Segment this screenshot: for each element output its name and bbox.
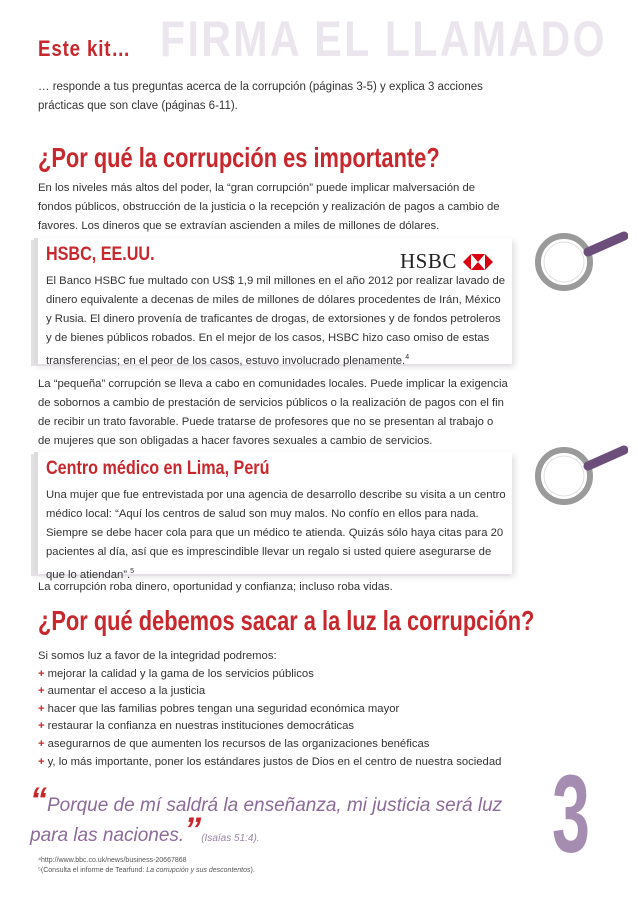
list-item: + asegurarnos de que aumenten los recursos de las organizaciones benéficas xyxy=(38,737,430,750)
list-item: + restaurar la confianza en nuestras instituciones democráticas xyxy=(38,720,355,733)
plus-icon: + xyxy=(38,755,45,768)
list-item: + y, lo más importante, poner los estándares justos de Dios en el centro de nuestra sociedad xyxy=(38,755,502,768)
plus-icon: + xyxy=(38,667,45,680)
watermark-title: FIRMA EL LLAMADO xyxy=(160,11,608,67)
lima-case-title: Centro médico en Lima, Perú xyxy=(46,458,270,479)
section-title-expose: ¿Por qué debemos sacar a la luz la corrupción? xyxy=(38,605,535,636)
list-item: + aumentar el acceso a la justicia xyxy=(38,685,206,698)
bible-quote xyxy=(30,781,510,851)
kit-description: … responde a tus preguntas acerca de la corrupción (páginas 3-5) y explica 3 acciones prácticas que son clave (páginas 6-11). xyxy=(38,81,483,112)
magnifier-icon xyxy=(528,222,628,302)
hsbc-logo xyxy=(400,249,493,274)
small-corruption-text: La “pequeña” corrupción se lleva a cabo en comunidades locales. Puede implicar la exigencia de sobornos a cambio de prestación de servicios públicos o la realización de pagos con el fin de recibir un trato favorable. Puede tratarse de profesores que no se presentan al trabajo o de mujeres que son obligadas a hacer favores sexuales a cambio de servicios. xyxy=(38,378,508,447)
plus-icon: + xyxy=(38,685,45,698)
plus-icon: + xyxy=(38,720,45,733)
hsbc-case-title: HSBC, EE.UU. xyxy=(46,244,155,265)
kit-title: Este kit… xyxy=(38,36,131,61)
hsbc-hexagon-icon xyxy=(463,254,493,270)
quote-reference: (Isaías 51:4). xyxy=(201,833,260,844)
footnote-5: ⁵(Consulta el informe de Tearfund: La corrupción y sus descontentos). xyxy=(38,866,255,874)
page-number: 3 xyxy=(552,753,590,876)
open-quote-mark: “ xyxy=(30,781,47,819)
benefits-lead: Si somos luz a favor de la integridad podremos: xyxy=(38,650,277,662)
benefits-list xyxy=(38,648,501,771)
section-intro: En los niveles más altos del poder, la “gran corrupción” puede implicar malversación de fondos públicos, obstrucción de la justicia o la recepción y realización de pagos a cambio de favores. Los dineros que se extravían ascienden a miles de millones de dólares. xyxy=(38,182,500,232)
list-item: + mejorar la calidad y la gama de los servicios públicos xyxy=(38,667,314,680)
magnifier-icon xyxy=(528,436,628,516)
footnote-4: ⁴http://www.bbc.co.uk/news/business-20667868 xyxy=(38,857,187,864)
plus-icon: + xyxy=(38,737,45,750)
hsbc-logo-text: HSBC xyxy=(400,249,457,273)
lima-case-text: Una mujer que fue entrevistada por una agencia de desarrollo describe su visita a un centro médico local: “Aquí los centros de salud son muy malos. No confío en ellos para nada. Siempre se debe hacer cola para que un médico te atienda. Quizás sólo haya citas para 20 pacientes al día, así que es imprescindible llevar un regalo si usted quiere asegurarse de que lo atiendan”.$^5$ xyxy=(46,489,506,581)
plus-icon: + xyxy=(38,702,45,715)
quote-text: Porque de mí saldrá la enseñanza, mi justicia será luz para las naciones. xyxy=(30,795,503,846)
footnotes xyxy=(38,856,255,875)
list-item: + hacer que las familias pobres tengan una seguridad económica mayor xyxy=(38,702,400,715)
lima-case-box xyxy=(34,452,512,581)
corruption-closing-text: La corrupción roba dinero, oportunidad y confianza; incluso roba vidas. xyxy=(38,581,393,593)
close-quote-mark: ” xyxy=(184,811,202,849)
hsbc-case-text: El Banco HSBC fue multado con US$ 1,9 mil millones en el año 2012 por realizar lavado de dinero equivalente a decenas de miles de millones de dólares procedentes de Irán, México y Rusia. El dinero provenía de traficantes de drogas, de extorsiones y de fondos petroleros y de bienes públicos robados. En el mejor de los casos, HSBC hizo caso omiso de estas transferencias; en el peor de los casos, estuvo involucrado plenamente.$^4$ xyxy=(46,275,506,367)
section-title-importance: ¿Por qué la corrupción es importante? xyxy=(38,142,440,173)
